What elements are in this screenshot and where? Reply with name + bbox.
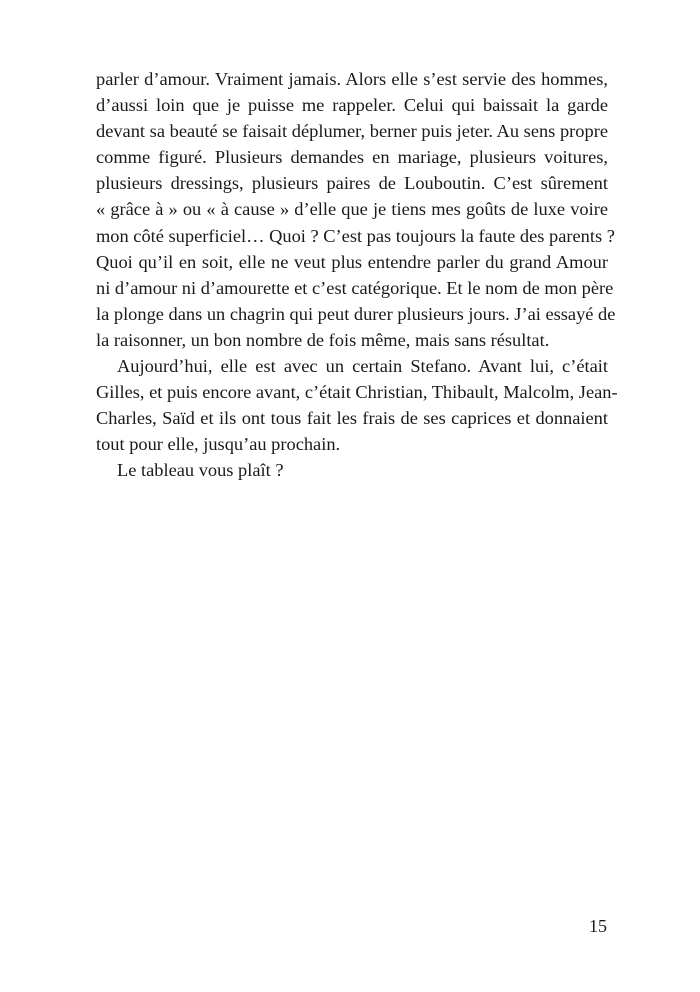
text-line: d’aussi loin que je puisse me rappeler. Celui qui baissait la garde [96,95,608,116]
text-line: ni d’amour ni d’amourette et c’est catégorique. Et le nom de mon père [96,277,614,298]
text-line: Gilles, et puis encore avant, c’était Christian, Thibault, Malcolm, Jean- [96,382,618,403]
text-line: la raisonner, un bon nombre de fois même, mais sans résultat. [96,329,550,350]
text-line: Quoi qu’il en soit, elle ne veut plus entendre parler du grand Amour [96,251,608,272]
text-line: parler d’amour. Vraiment jamais. Alors elle s’est servie des hommes, [96,69,608,89]
text-line: la plonge dans un chagrin qui peut durer plusieurs jours. J’ai essayé de [96,303,616,324]
text-line: Charles, Saïd et ils ont tous fait les frais de ses caprices et donnaient [96,408,608,429]
text-line: « grâce à » ou « à cause » d’elle que je tiens mes goûts de luxe voire [96,199,608,220]
text-line: devant sa beauté se faisait déplumer, berner puis jeter. Au sens propre [96,121,608,142]
text-line: Le tableau vous plaît ? [117,460,284,481]
text-line: Aujourd’hui, elle est avec un certain Stefano. Avant lui, c’était [117,356,608,377]
text-line: plusieurs dressings, plusieurs paires de Louboutin. C’est sûrement [96,173,608,194]
body-text [96,66,618,484]
text-line: mon côté superficiel… Quoi ? C’est pas toujours la faute des parents ? [96,225,615,246]
text-line: tout pour elle, jusqu’au prochain. [96,434,341,455]
text-line: comme figuré. Plusieurs demandes en mariage, plusieurs voitures, [96,147,608,168]
page-number: 15 [589,916,607,936]
